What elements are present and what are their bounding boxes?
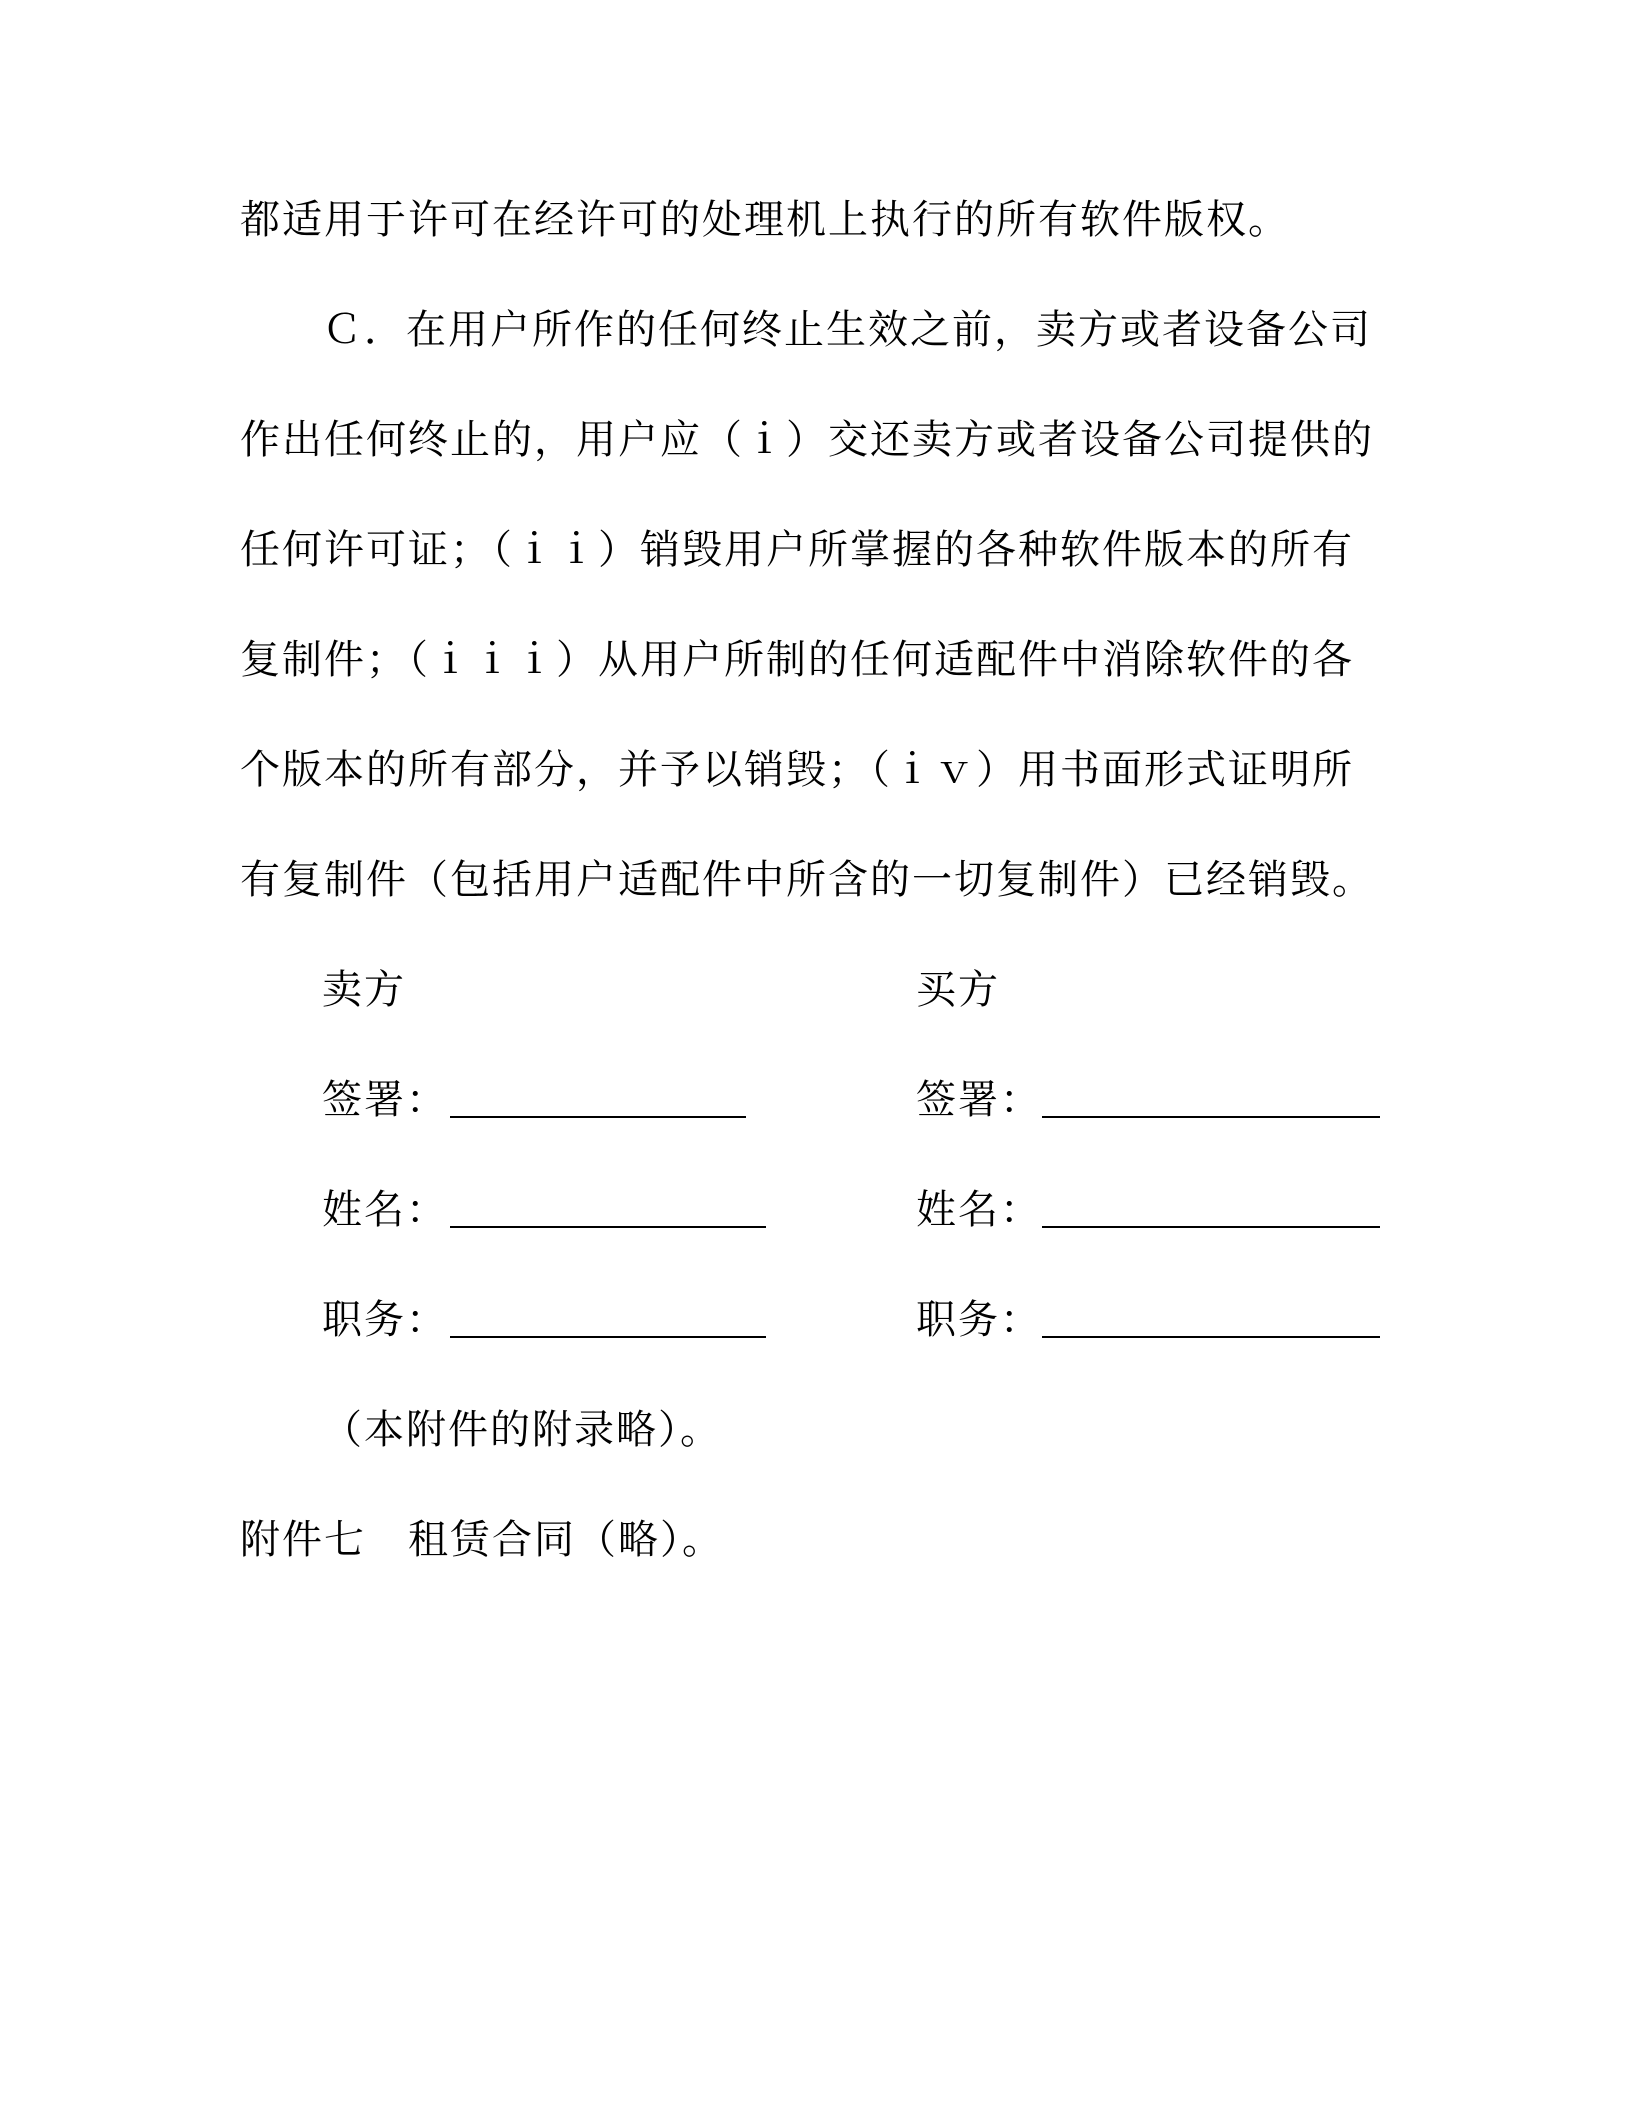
paragraph-line-5: 复制件；（ｉｉｉ）从用户所制的任何适配件中消除软件的各	[240, 637, 1354, 683]
buyer-position-blank	[1042, 1336, 1380, 1338]
seller-sign-label: 签署：	[322, 1077, 448, 1123]
buyer-sign-blank	[1042, 1116, 1380, 1118]
buyer-sign-label: 签署：	[916, 1077, 1042, 1123]
seller-position-label: 职务：	[322, 1297, 448, 1343]
paragraph-line-3: 作出任何终止的，用户应（ｉ）交还卖方或者设备公司提供的	[240, 417, 1374, 463]
paragraph-line-7: 有复制件（包括用户适配件中所含的一切复制件）已经销毁。	[240, 857, 1374, 903]
buyer-title: 买方	[916, 967, 1000, 1013]
attachment-seven-heading: 附件七 租赁合同（略）。	[240, 1517, 724, 1563]
buyer-name-label: 姓名：	[916, 1187, 1042, 1233]
appendix-note: （本附件的附录略）。	[322, 1407, 722, 1453]
seller-name-label: 姓名：	[322, 1187, 448, 1233]
buyer-name-blank	[1042, 1226, 1380, 1228]
seller-position-blank	[450, 1336, 766, 1338]
paragraph-line-6: 个版本的所有部分，并予以销毁；（ｉｖ）用书面形式证明所	[240, 747, 1354, 793]
paragraph-line-1: 都适用于许可在经许可的处理机上执行的所有软件版权。	[240, 197, 1290, 243]
seller-name-blank	[450, 1226, 766, 1228]
seller-sign-blank	[450, 1116, 746, 1118]
paragraph-line-4: 任何许可证；（ｉｉ）销毁用户所掌握的各种软件版本的所有	[240, 527, 1354, 573]
buyer-position-label: 职务：	[916, 1297, 1042, 1343]
paragraph-line-2: Ｃ．在用户所作的任何终止生效之前，卖方或者设备公司	[322, 307, 1372, 353]
seller-title: 卖方	[322, 967, 406, 1013]
